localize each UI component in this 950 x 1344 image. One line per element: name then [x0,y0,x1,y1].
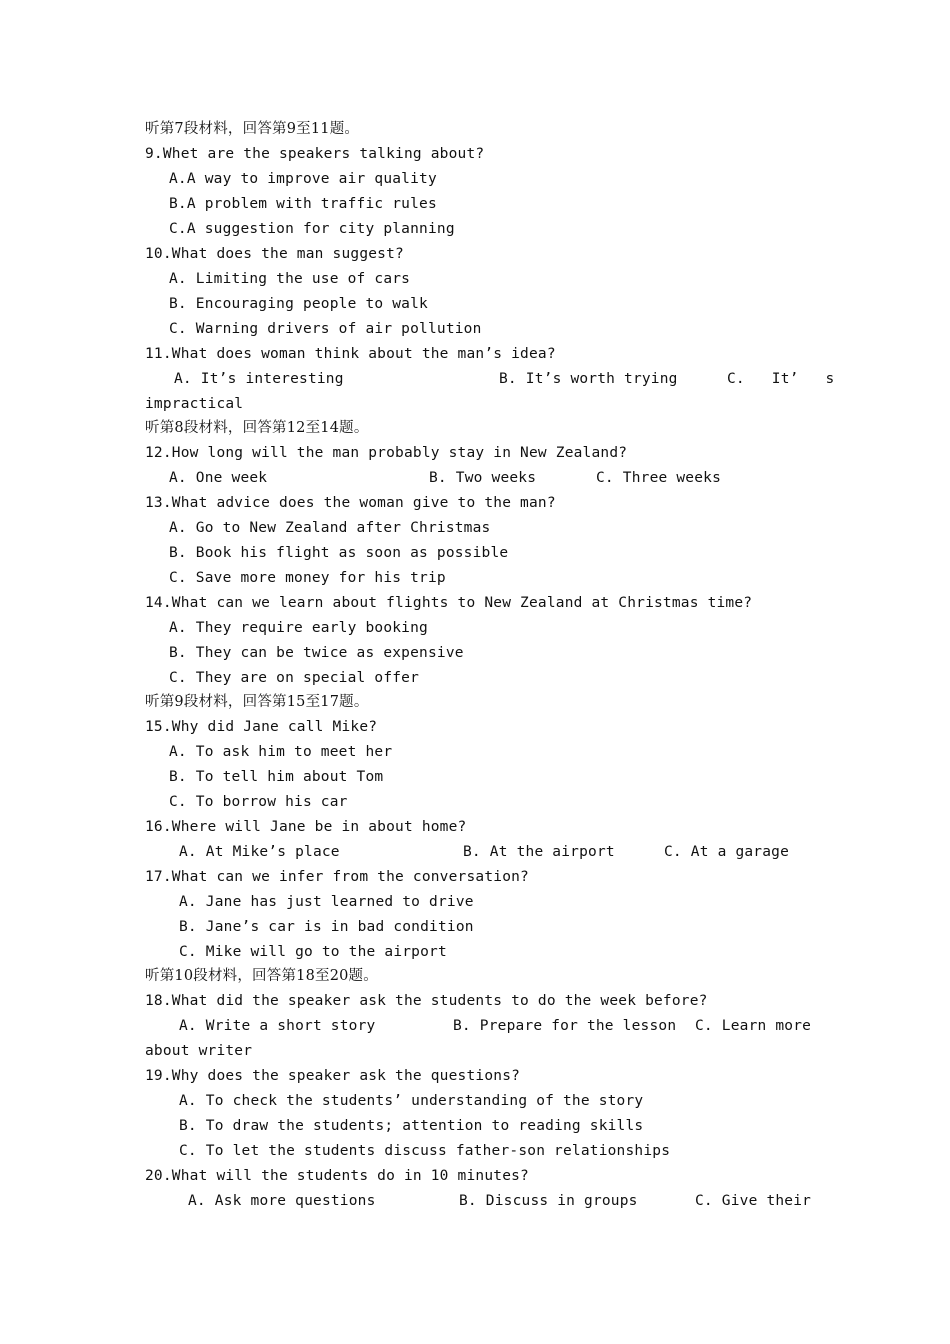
question-12-stem: 12.How long will the man probably stay in New Zealand? [145,445,628,461]
question-18-option-c-continued: about writer [145,1043,253,1059]
question-11-option-c-continued: impractical [145,396,244,412]
question-17-option-a: A. Jane has just learned to drive [179,894,474,910]
question-13-stem: 13.What advice does the woman give to the man? [145,495,556,511]
question-15-option-a: A. To ask him to meet her [169,744,393,760]
question-16-option-b: B. At the airport [463,844,615,860]
question-14-option-a: A. They require early booking [169,620,428,636]
question-10-option-c: C. Warning drivers of air pollution [169,321,482,337]
question-18-stem: 18.What did the speaker ask the students to do the week before? [145,993,708,1009]
question-13-option-b: B. Book his flight as soon as possible [169,545,509,561]
section-heading-7: 听第7段材料，回答第9至11题。 [145,121,360,137]
question-16-option-c: C. At a garage [664,844,790,860]
section-heading-8: 听第8段材料，回答第12至14题。 [145,420,369,436]
question-14-option-c: C. They are on special offer [169,670,420,686]
question-19-stem: 19.Why does the speaker ask the questions? [145,1068,521,1084]
question-15-option-c: C. To borrow his car [169,794,348,810]
question-11-stem: 11.What does woman think about the man’s idea? [145,346,556,362]
question-9-stem: 9.Whet are the speakers talking about? [145,146,485,162]
question-13-option-a: A. Go to New Zealand after Christmas [169,520,491,536]
question-19-option-c: C. To let the students discuss father-son relationships [179,1143,671,1159]
question-11-option-c: C. It’ s [727,371,835,387]
question-14-option-b: B. They can be twice as expensive [169,645,464,661]
question-20-stem: 20.What will the students do in 10 minutes? [145,1168,529,1184]
question-17-option-c: C. Mike will go to the airport [179,944,447,960]
question-19-option-a: A. To check the students’ understanding of the story [179,1093,644,1109]
question-18-option-c: C. Learn more [695,1018,812,1034]
question-16-stem: 16.Where will Jane be in about home? [145,819,467,835]
question-11-option-a: A. It’s interesting [174,371,344,387]
question-15-stem: 15.Why did Jane call Mike? [145,719,378,735]
question-9-option-c: C.A suggestion for city planning [169,221,455,237]
question-17-stem: 17.What can we infer from the conversation? [145,869,529,885]
question-9-option-a: A.A way to improve air quality [169,171,437,187]
question-12-option-b: B. Two weeks [429,470,537,486]
question-10-option-a: A. Limiting the use of cars [169,271,411,287]
question-10-option-b: B. Encouraging people to walk [169,296,428,312]
question-20-option-a: A. Ask more questions [188,1193,376,1209]
question-20-option-b: B. Discuss in groups [459,1193,638,1209]
question-13-option-c: C. Save more money for his trip [169,570,446,586]
question-20-option-c: C. Give their [695,1193,812,1209]
question-10-stem: 10.What does the man suggest? [145,246,404,262]
question-16-option-a: A. At Mike’s place [179,844,340,860]
question-17-option-b: B. Jane’s car is in bad condition [179,919,474,935]
question-11-option-b: B. It’s worth trying [499,371,678,387]
question-12-option-c: C. Three weeks [596,470,722,486]
question-15-option-b: B. To tell him about Tom [169,769,384,785]
question-12-option-a: A. One week [169,470,268,486]
question-14-stem: 14.What can we learn about flights to New Zealand at Christmas time? [145,595,753,611]
question-18-option-b: B. Prepare for the lesson [453,1018,677,1034]
question-18-option-a: A. Write a short story [179,1018,376,1034]
section-heading-10: 听第10段材料，回答第18至20题。 [145,968,378,984]
question-9-option-b: B.A problem with traffic rules [169,196,437,212]
section-heading-9: 听第9段材料，回答第15至17题。 [145,694,369,710]
question-19-option-b: B. To draw the students; attention to reading skills [179,1118,644,1134]
